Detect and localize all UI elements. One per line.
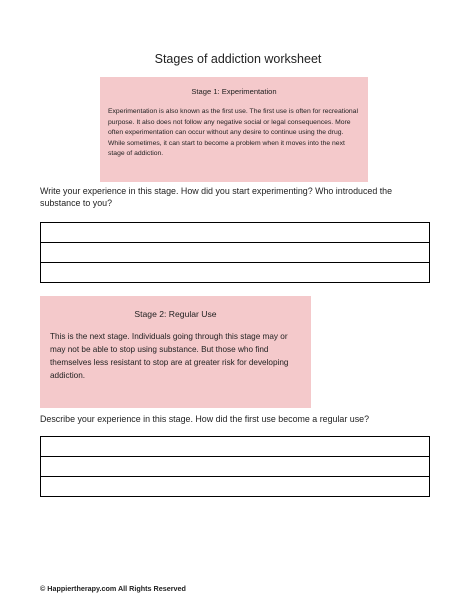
stage-1-description: Experimentation is also known as the first use. The first use is often for recreational purpose. It also does not follow any negative social or legal consequences. More often experimentation can occur without any desire to continue using the drug. While sometimes, it can start to become a problem when it moves into the next stage of addiction.	[108, 108, 358, 158]
answer-cell[interactable]	[41, 437, 430, 457]
stage-2-description: This is the next stage. Individuals going through this stage may or may not be able to stop using substance. But those who find themselves less resistant to stop are at greater risk for developing addiction.	[50, 332, 289, 380]
copyright-footer: © Happiertherapy.com All Rights Reserved	[40, 584, 186, 593]
stage-1-answer-table	[40, 222, 430, 283]
stage-1-prompt: Write your experience in this stage. How did you start experimenting? Who introduced the substance to you?	[40, 186, 393, 208]
answer-cell[interactable]	[41, 477, 430, 497]
answer-cell[interactable]	[41, 243, 430, 263]
stage-2-answer-table	[40, 436, 430, 497]
answer-row	[41, 437, 430, 457]
answer-cell[interactable]	[41, 457, 430, 477]
answer-cell[interactable]	[41, 223, 430, 243]
answer-row	[41, 243, 430, 263]
answer-cell[interactable]	[41, 263, 430, 283]
stage-2-prompt: Describe your experience in this stage. How did the first use become a regular use?	[40, 414, 370, 424]
answer-row	[41, 223, 430, 243]
stage-1-box	[100, 77, 368, 182]
answer-row	[41, 263, 430, 283]
answer-row	[41, 457, 430, 477]
stage-2-box	[40, 296, 311, 408]
answer-row	[41, 477, 430, 497]
page-title: Stages of addiction worksheet	[154, 52, 322, 66]
stage-2-title: Stage 2: Regular Use	[134, 309, 217, 319]
stage-1-title: Stage 1: Experimentation	[191, 87, 277, 96]
